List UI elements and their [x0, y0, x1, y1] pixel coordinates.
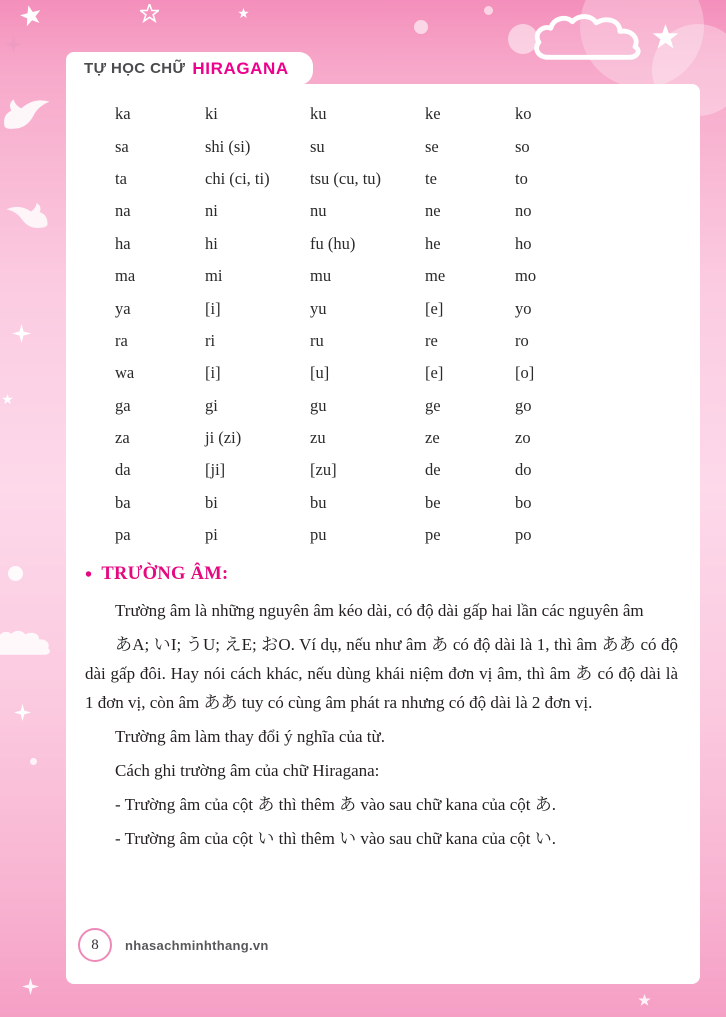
table-cell: ha [115, 233, 131, 253]
paragraph: - Trường âm của cột い thì thêm い vào sau chữ kana của cột い. [115, 829, 556, 848]
table-row [115, 163, 660, 195]
table-cell: no [515, 201, 532, 221]
star-icon [18, 3, 45, 30]
section-heading-text: TRƯỜNG ÂM: [101, 564, 229, 584]
star-icon [638, 994, 651, 1007]
paragraph: Cách ghi trường âm của chữ Hiragana: [115, 761, 380, 780]
cloud-icon [528, 12, 660, 66]
cloud-icon [0, 628, 62, 660]
header-title-prefix: TỰ HỌC CHỮ [84, 60, 186, 77]
star-icon [238, 8, 249, 19]
table-cell: hi [205, 233, 218, 253]
star-icon [2, 394, 13, 405]
table-cell: ke [425, 104, 441, 124]
table-row [115, 487, 660, 519]
bubble-decoration [30, 758, 37, 765]
table-cell: me [425, 266, 446, 286]
sparkle-icon [5, 36, 22, 53]
table-cell: ku [310, 104, 327, 124]
table-cell: gi [205, 395, 218, 415]
table-cell: ko [515, 104, 532, 124]
swan-icon [2, 197, 52, 237]
table-row [115, 98, 660, 130]
table-cell: pa [115, 525, 131, 545]
table-cell: re [425, 330, 438, 350]
table-cell: pu [310, 525, 327, 545]
table-cell: nu [310, 201, 327, 221]
table-row [115, 357, 660, 389]
table-cell: za [115, 428, 130, 448]
sparkle-icon [12, 324, 31, 343]
table-row [115, 292, 660, 324]
table-cell: [i] [205, 298, 221, 318]
table-cell: mu [310, 266, 332, 286]
page-header-banner [66, 52, 313, 85]
bubble-decoration [580, 0, 704, 88]
table-cell: do [515, 460, 532, 480]
bubble-decoration [508, 24, 538, 54]
table-cell: ri [205, 330, 216, 350]
table-cell: ni [205, 201, 218, 221]
table-cell: ga [115, 395, 131, 415]
table-cell: to [515, 168, 528, 188]
table-cell: yo [515, 298, 532, 318]
table-cell: mo [515, 266, 537, 286]
table-cell: ya [115, 298, 131, 318]
bubble-decoration [8, 566, 23, 581]
table-cell: ka [115, 104, 131, 124]
table-cell: ta [115, 168, 127, 188]
table-cell: he [425, 233, 441, 253]
table-cell: mi [205, 266, 223, 286]
table-cell: ru [310, 330, 324, 350]
table-cell: gu [310, 395, 327, 415]
table-cell: pe [425, 525, 441, 545]
table-cell: ge [425, 395, 441, 415]
table-row [115, 325, 660, 357]
table-cell: ji (zi) [205, 428, 242, 448]
table-row [115, 454, 660, 486]
bubble-decoration [414, 20, 428, 34]
star-icon [140, 4, 159, 23]
table-cell: [o] [515, 363, 535, 383]
table-cell: zu [310, 428, 326, 448]
website-text: nhasachminhthang.vn [125, 937, 269, 953]
table-row [115, 130, 660, 162]
table-cell: so [515, 136, 530, 156]
table-cell: ze [425, 428, 440, 448]
table-cell: shi (si) [205, 136, 251, 156]
table-row [115, 260, 660, 292]
table-cell: po [515, 525, 532, 545]
table-cell: go [515, 395, 532, 415]
table-row [115, 519, 660, 551]
table-cell: zo [515, 428, 531, 448]
star-icon [652, 24, 679, 51]
table-cell: [i] [205, 363, 221, 383]
table-cell: de [425, 460, 441, 480]
table-cell: bo [515, 492, 532, 512]
table-cell: [zu] [310, 460, 337, 480]
table-cell: ra [115, 330, 128, 350]
table-cell: wa [115, 363, 135, 383]
table-cell: ba [115, 492, 131, 512]
bullet-icon: • [85, 563, 93, 586]
table-cell: [e] [425, 298, 444, 318]
header-title-brand: HIRAGANA [192, 58, 289, 78]
body-paragraphs [85, 596, 678, 858]
table-row [115, 195, 660, 227]
table-cell: bi [205, 492, 218, 512]
table-cell: ki [205, 104, 218, 124]
table-cell: [e] [425, 363, 444, 383]
table-cell: tsu (cu, tu) [310, 168, 382, 188]
table-cell: ne [425, 201, 441, 221]
paragraph: Trường âm là những nguyên âm kéo dài, có độ dài gấp hai lần các nguyên âm [115, 601, 644, 620]
table-cell: be [425, 492, 441, 512]
page-footer [78, 928, 269, 962]
sparkle-icon [22, 978, 39, 995]
bubble-decoration [484, 6, 493, 15]
swan-icon [0, 94, 54, 134]
paragraph: - Trường âm của cột あ thì thêm あ vào sau chữ kana của cột あ. [115, 795, 556, 814]
section-heading [85, 564, 228, 585]
table-cell: ho [515, 233, 532, 253]
table-cell: da [115, 460, 131, 480]
table-row [115, 390, 660, 422]
table-cell: pi [205, 525, 218, 545]
table-cell: chi (ci, ti) [205, 168, 270, 188]
table-cell: fu (hu) [310, 233, 356, 253]
table-cell: sa [115, 136, 129, 156]
romaji-table [115, 98, 660, 551]
table-cell: [u] [310, 363, 330, 383]
table-cell: na [115, 201, 131, 221]
table-cell: su [310, 136, 325, 156]
table-cell: ro [515, 330, 529, 350]
table-cell: [ji] [205, 460, 226, 480]
table-row [115, 422, 660, 454]
table-cell: bu [310, 492, 327, 512]
table-cell: yu [310, 298, 327, 318]
sparkle-icon [14, 704, 31, 721]
content-panel [66, 84, 700, 984]
table-cell: se [425, 136, 439, 156]
paragraph: Trường âm làm thay đổi ý nghĩa của từ. [115, 727, 385, 746]
page-number-badge: 8 [78, 928, 112, 962]
table-cell: ma [115, 266, 136, 286]
table-row [115, 228, 660, 260]
table-cell: te [425, 168, 437, 188]
paragraph: あA; いI; うU; えE; おO. Ví dụ, nếu như âm あ có độ dài là 1, thì âm ああ có độ dài gấp đôi. Hay nói cách khác, nếu dùng khái niệm đơn vị âm, thì âm あ có độ dài là 1 đơn vị, còn âm ああ tuy có cùng âm phát ra nhưng có độ dài là 2 đơn vị. [85, 635, 678, 712]
